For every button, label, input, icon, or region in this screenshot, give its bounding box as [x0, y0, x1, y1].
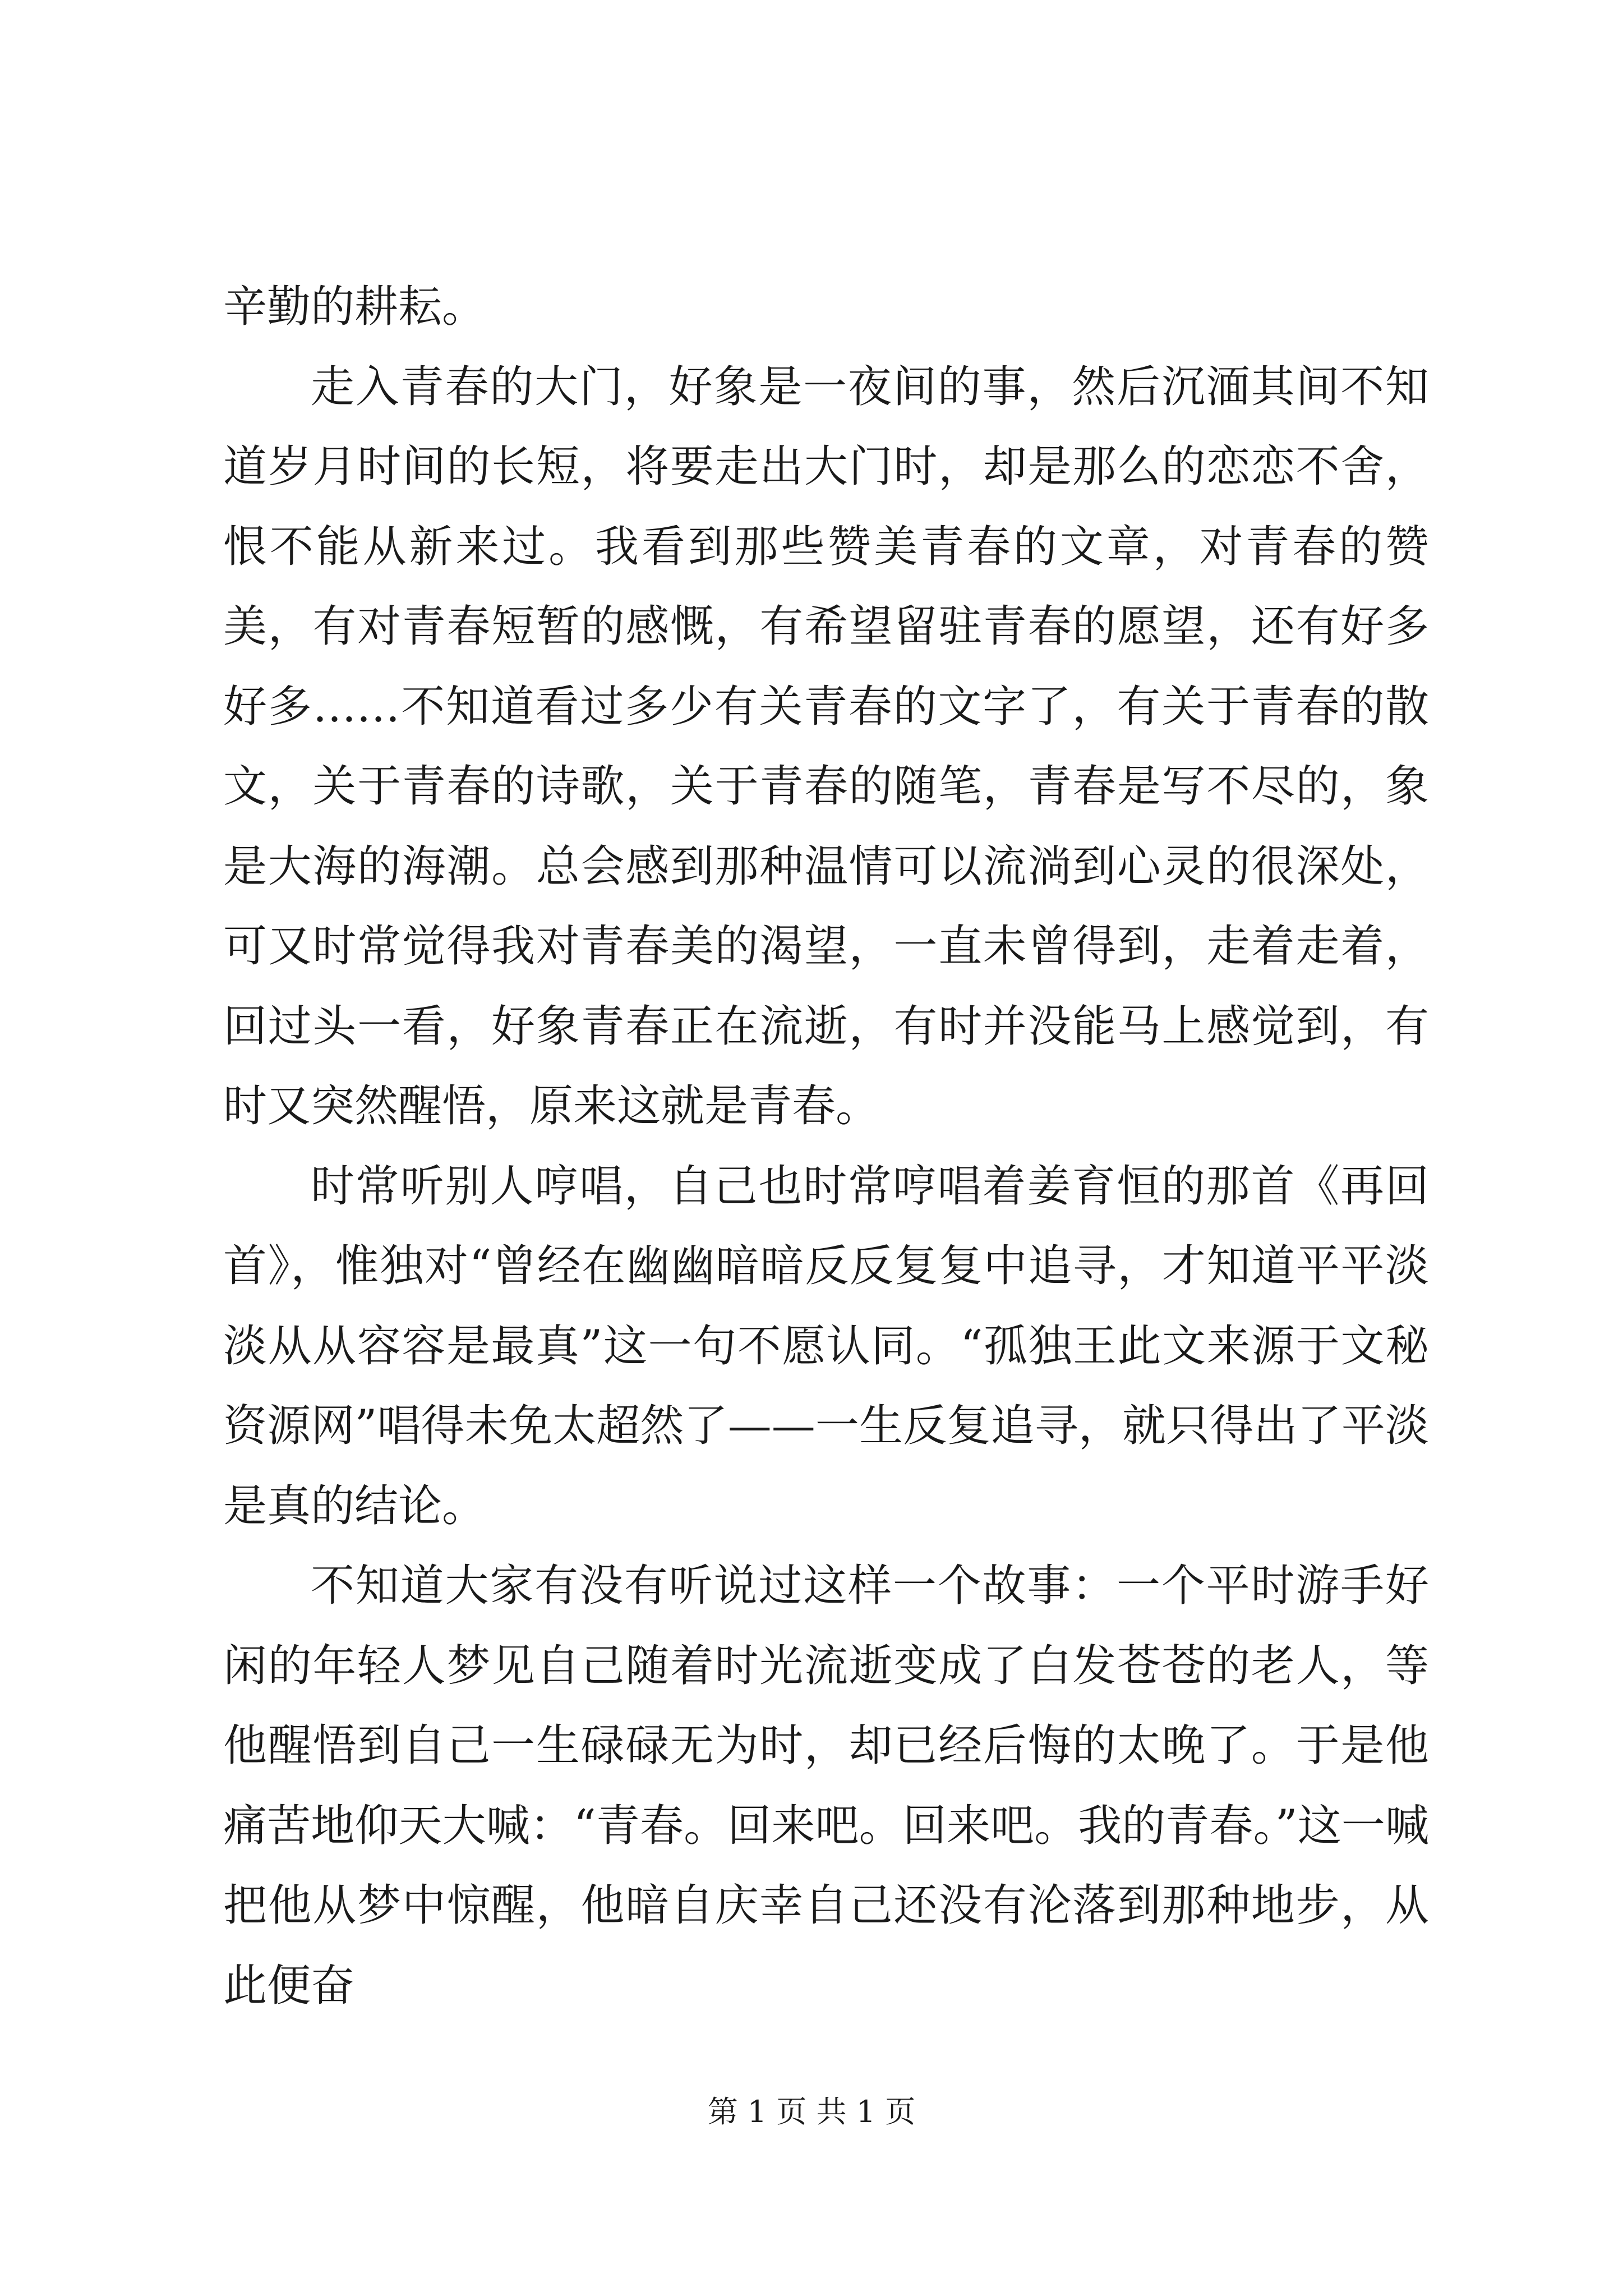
paragraph-3: 时常听别人哼唱，自己也时常哼唱着姜育恒的那首《再回首》，惟独对“曾经在幽幽暗暗反反复复中追寻，才知道平平淡淡从从容容是最真”这一句不愿认同。“孤独王此文来源于文秘资源网”唱得未免太超然了——一生反复追寻，就只得出了平淡是真的结论。 — [223, 1161, 1429, 1531]
paragraph-4: 不知道大家有没有听说过这样一个故事：一个平时游手好闲的年轻人梦见自己随着时光流逝变成了白发苍苍的老人，等他醒悟到自己一生碌碌无为时，却已经后悔的太晚了。于是他痛苦地仰天大喊：“青春。回来吧。回来吧。我的青春。”这一喊把他从梦中惊醒，他暗自庆幸自己还没有沦落到那种地步，从此便奋 — [223, 1561, 1429, 2011]
body-text — [223, 267, 1429, 2026]
paragraph-2: 走入青春的大门，好象是一夜间的事，然后沉湎其间不知道岁月时间的长短，将要走出大门时，却是那么的恋恋不舍，恨不能从新来过。我看到那些赞美青春的文章，对青春的赞美，有对青春短暂的感慨，有希望留驻青春的愿望，还有好多好多……不知道看过多少有关青春的文字了，有关于青春的散文，关于青春的诗歌，关于青春的随笔，青春是写不尽的，象是大海的海潮。总会感到那种温情可以流淌到心灵的很深处，可又时常觉得我对青春美的渴望，一直未曾得到，走着走着，回过头一看，好象青春正在流逝，有时并没能马上感觉到，有时又突然醒悟，原来这就是青春。 — [223, 361, 1429, 1131]
paragraph-1: 辛勤的耕耘。 — [223, 282, 486, 332]
page-footer: 第 1 页 共 1 页 — [707, 2094, 916, 2129]
